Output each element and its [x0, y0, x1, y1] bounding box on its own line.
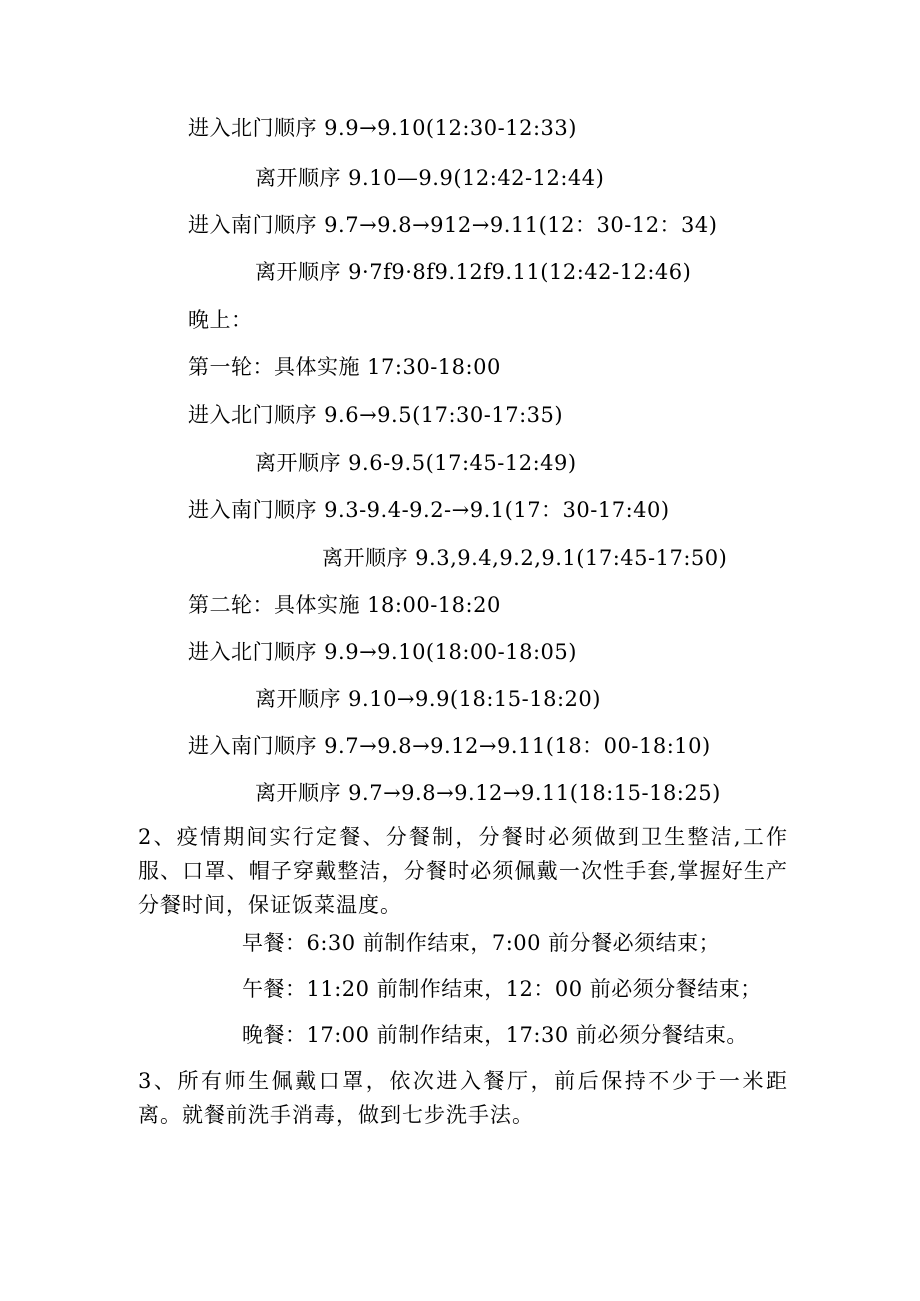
breakfast-time: 早餐：6:30 前制作结束，7:00 前分餐必须结束；: [242, 931, 721, 955]
round1-south-leave: 离开顺序 9.3,9.4,9.2,9.1(17:45-17:50): [322, 546, 728, 570]
round1-south-enter: 进入南门顺序 9.3-9.4-9.2-→9.1(17：30-17:40): [188, 498, 670, 522]
round1-north-enter: 进入北门顺序 9.6→9.5(17:30-17:35): [188, 403, 564, 427]
lunch-time: 午餐：11:20 前制作结束，12：00 前必须分餐结束；: [242, 977, 762, 1001]
round2-south-leave: 离开顺序 9.7→9.8→9.12→9.11(18:15-18:25): [255, 781, 721, 805]
round1-north-leave: 离开顺序 9.6-9.5(17:45-12:49): [255, 451, 577, 475]
noon-north-leave: 离开顺序 9.10—9.9(12:42-12:44): [255, 166, 605, 190]
round2-north-enter: 进入北门顺序 9.9→9.10(18:00-18:05): [188, 640, 577, 664]
dinner-time: 晚餐：17:00 前制作结束，17:30 前必须分餐结束。: [242, 1023, 748, 1047]
rule3-paragraph: [138, 1064, 788, 1132]
round2-north-leave: 离开顺序 9.10→9.9(18:15-18:20): [255, 687, 601, 711]
noon-south-leave: 离开顺序 9·7f9·8f9.12f9.11(12:42-12:46): [255, 260, 692, 284]
round2-title: 第二轮：具体实施 18:00-18:20: [188, 593, 501, 617]
noon-north-enter: 进入北门顺序 9.9→9.10(12:30-12:33): [188, 116, 577, 140]
evening-heading: 晚上：: [188, 308, 253, 332]
rule2-text: 2、疫情期间实行定餐、分餐制，分餐时必须做到卫生整洁,工作服、口罩、帽子穿戴整洁，分餐时必须佩戴一次性手套,掌握好生产分餐时间，保证饭菜温度。: [138, 825, 788, 917]
rule3-text: 3、所有师生佩戴口罩，依次进入餐厅，前后保持不少于一米距离。就餐前洗手消毒，做到七步洗手法。: [138, 1069, 788, 1127]
round1-title: 第一轮：具体实施 17:30-18:00: [188, 355, 501, 379]
rule2-paragraph: [138, 820, 788, 922]
noon-south-enter: 进入南门顺序 9.7→9.8→912→9.11(12：30-12：34): [188, 213, 718, 237]
round2-south-enter: 进入南门顺序 9.7→9.8→9.12→9.11(18：00-18:10): [188, 734, 711, 758]
